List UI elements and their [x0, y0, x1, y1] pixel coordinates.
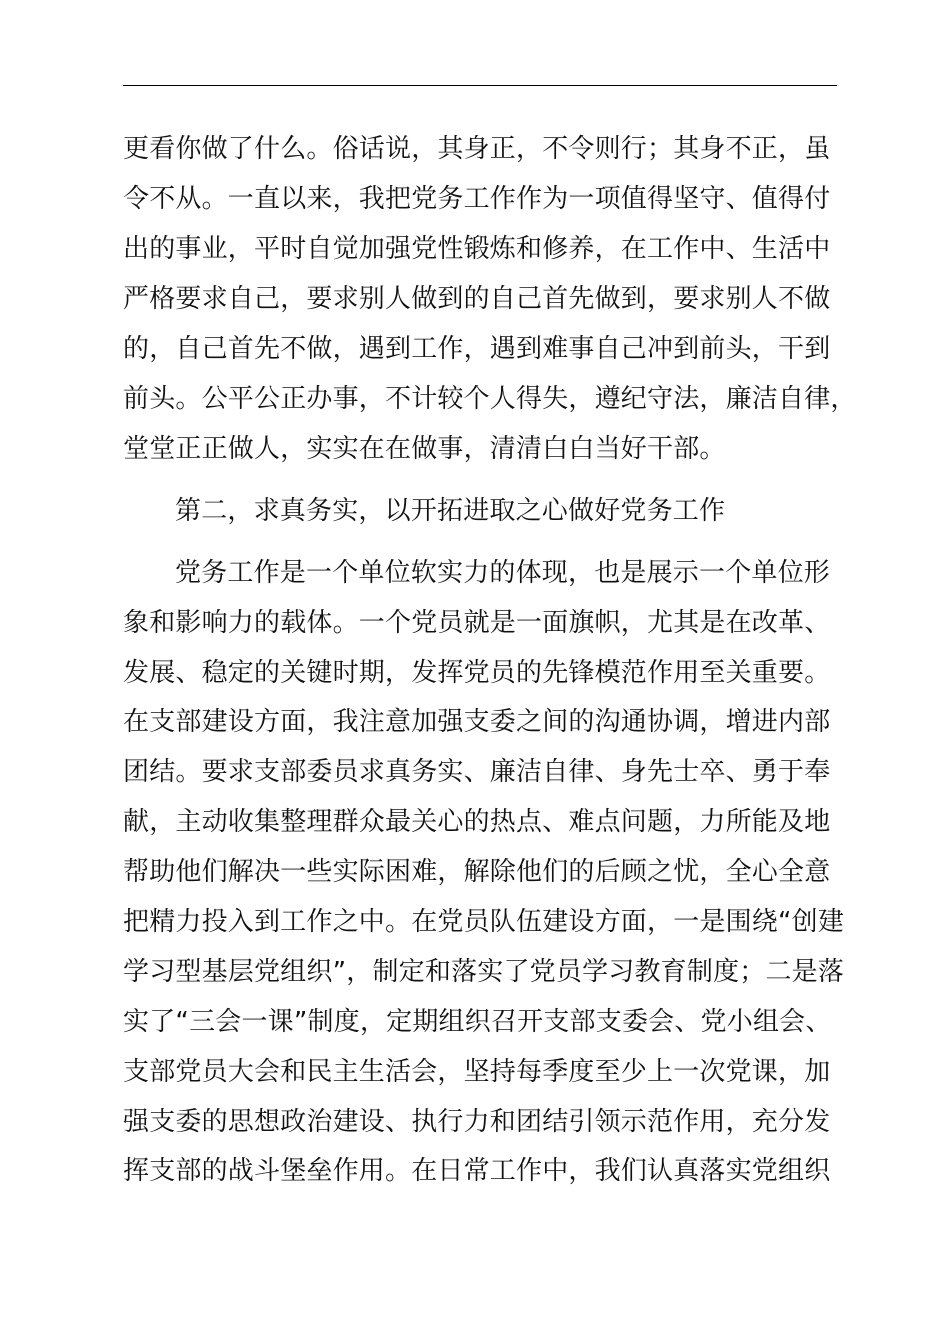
text-line: 的，自己首先不做，遇到工作，遇到难事自己冲到前头，干到: [123, 334, 831, 364]
text-line: 前头。公平公正办事，不计较个人得失，遵纪守法，廉洁自律，: [123, 384, 857, 414]
text-line: 堂堂正正做人，实实在在做事，清清白白当好干部。: [123, 434, 726, 464]
text-line: 献，主动收集整理群众最关心的热点、难点问题，力所能及地: [123, 807, 831, 837]
text-line: 团结。要求支部委员求真务实、廉洁自律、身先士卒、勇于奉: [123, 757, 831, 787]
text-line: 令不从。一直以来，我把党务工作作为一项值得坚守、值得付: [123, 184, 831, 214]
text-line: 严格要求自己，要求别人做到的自己首先做到，要求别人不做: [123, 284, 831, 314]
header-rule: [123, 85, 837, 86]
text-line: 把精力投入到工作之中。在党员队伍建设方面，一是围绕“创建: [123, 907, 845, 937]
text-line: 实了“三会一课”制度，定期组织召开支部支委会、党小组会、: [123, 1007, 832, 1037]
section-heading: 第二，求真务实，以开拓进取之心做好党务工作: [175, 496, 726, 526]
text-line: 象和影响力的载体。一个党员就是一面旗帜，尤其是在改革、: [123, 608, 831, 638]
text-line: 支部党员大会和民主生活会，坚持每季度至少上一次党课，加: [123, 1057, 831, 1087]
text-line: 出的事业，平时自觉加强党性锻炼和修养，在工作中、生活中: [123, 234, 831, 264]
text-line: 党务工作是一个单位软实力的体现，也是展示一个单位形: [175, 558, 831, 588]
text-line: 强支委的思想政治建设、执行力和团结引领示范作用，充分发: [123, 1107, 831, 1137]
text-line: 发展、稳定的关键时期，发挥党员的先锋模范作用至关重要。: [123, 658, 831, 688]
text-line: 帮助他们解决一些实际困难，解除他们的后顾之忧，全心全意: [123, 857, 831, 887]
text-line: 在支部建设方面，我注意加强支委之间的沟通协调，增进内部: [123, 707, 831, 737]
text-line: 学习型基层党组织”，制定和落实了党员学习教育制度；二是落: [123, 957, 845, 987]
text-line: 更看你做了什么。俗话说，其身正，不令则行；其身不正，虽: [123, 134, 831, 164]
text-line: 挥支部的战斗堡垒作用。在日常工作中，我们认真落实党组织: [123, 1156, 831, 1186]
